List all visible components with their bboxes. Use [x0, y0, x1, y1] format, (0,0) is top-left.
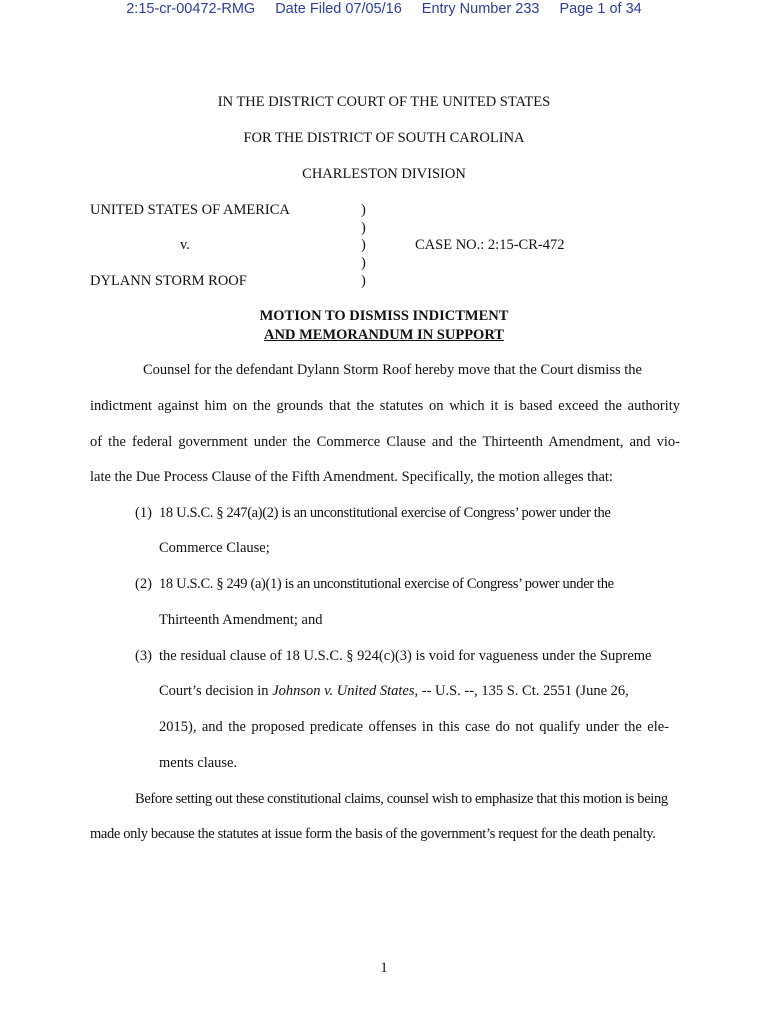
list-item-line: Thirteenth Amendment; and	[159, 612, 323, 628]
caption-paren: )	[361, 273, 366, 289]
list-item-number: (2)	[135, 576, 152, 592]
closing-line: made only because the statutes at issue form the basis of the government’s request for the death penalty.	[90, 826, 656, 842]
court-heading-line3: CHARLESTON DIVISION	[302, 166, 466, 182]
stamp-page-count: Page 1 of 34	[559, 1, 642, 17]
caption-paren: )	[361, 202, 366, 218]
stamp-date-filed: Date Filed 07/05/16	[275, 1, 402, 17]
stamp-entry-number: Entry Number 233	[421, 1, 540, 17]
list-item-line: Commerce Clause;	[159, 540, 270, 556]
list-item-line: ments clause.	[159, 755, 238, 771]
caption-case-number: CASE NO.: 2:15-CR-472	[415, 237, 565, 253]
list-item-line: the residual clause of 18 U.S.C. § 924(c)(3) is void for vagueness under the Supreme	[159, 648, 652, 664]
motion-title-line1: MOTION TO DISMISS INDICTMENT	[259, 308, 509, 324]
caption-plaintiff: UNITED STATES OF AMERICA	[90, 202, 290, 218]
court-heading-line2: FOR THE DISTRICT OF SOUTH CAROLINA	[243, 130, 525, 146]
list-item-line: 18 U.S.C. § 249 (a)(1) is an unconstitutional exercise of Congress’ power under the	[159, 576, 614, 592]
motion-title-line2: AND MEMORANDUM IN SUPPORT	[264, 327, 504, 343]
list-item-line	[159, 682, 669, 700]
page-number: 1	[380, 960, 388, 976]
stamp-case-number: 2:15-cr-00472-RMG	[126, 1, 256, 17]
intro-line: indictment against him on the grounds that the statutes on which it is based exceed the authority	[90, 398, 680, 414]
caption-paren: )	[361, 220, 366, 236]
citation-lead-text: Court’s decision in	[159, 683, 273, 699]
list-item-line: 18 U.S.C. § 247(a)(2) is an unconstitutional exercise of Congress’ power under the	[159, 505, 611, 521]
list-item-number: (1)	[135, 505, 152, 521]
case-citation: Johnson v. United States	[272, 683, 415, 699]
list-item-line: 2015), and the proposed predicate offenses in this case do not qualify under the ele-	[159, 719, 669, 735]
closing-line: Before setting out these constitutional claims, counsel wish to emphasize that this motion is being	[135, 791, 668, 807]
caption-paren: )	[361, 255, 366, 271]
list-item-number: (3)	[135, 648, 152, 664]
caption-defendant: DYLANN STORM ROOF	[90, 273, 247, 289]
intro-line: of the federal government under the Commerce Clause and the Thirteenth Amendment, and vio-	[90, 434, 680, 450]
citation-reporter-text: , -- U.S. --, 135 S. Ct. 2551 (June 26,	[414, 683, 629, 699]
caption-versus: v.	[180, 237, 190, 253]
ecf-header-stamp	[0, 0, 768, 18]
court-heading-line1: IN THE DISTRICT COURT OF THE UNITED STATES	[217, 94, 551, 110]
caption-paren: )	[361, 237, 366, 253]
intro-line: late the Due Process Clause of the Fifth Amendment. Specifically, the motion alleges that:	[90, 469, 613, 485]
intro-line: Counsel for the defendant Dylann Storm Roof hereby move that the Court dismiss the	[143, 362, 642, 378]
